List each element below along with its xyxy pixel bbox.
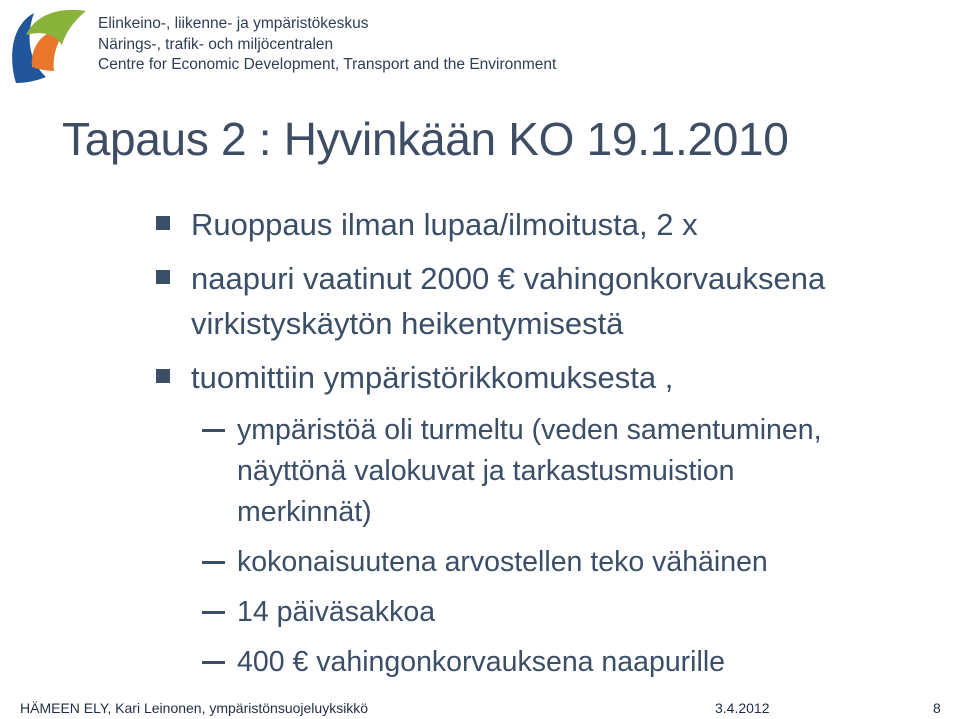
organization-name — [98, 14, 556, 76]
dash-bullet-icon — [202, 611, 225, 614]
dash-bullet-icon — [202, 561, 225, 564]
square-bullet-icon — [156, 369, 170, 383]
page-number: 8 — [933, 700, 941, 716]
subbullet-text: 14 päiväsakkoa — [237, 596, 436, 628]
square-bullet-icon — [156, 270, 170, 284]
slide-title: Tapaus 2 : Hyvinkään KO 19.1.2010 — [62, 113, 789, 165]
bullet-text: virkistyskäytön heikentymisestä — [191, 306, 624, 341]
org-name-finnish: Elinkeino-, liikenne- ja ympäristökeskus — [98, 15, 369, 32]
subbullet-text: kokonaisuutena arvostellen teko vähäinen — [237, 546, 768, 578]
org-name-swedish: Närings-, trafik- och miljöcentralen — [98, 35, 334, 53]
dash-bullet-icon — [202, 429, 225, 432]
bullet-text: tuomittiin ympäristörikkomuksesta , — [191, 360, 674, 395]
ely-logo-icon — [6, 5, 88, 87]
bullet-text: Ruoppaus ilman lupaa/ilmoitusta, 2 x — [191, 207, 698, 242]
subbullet-text: näyttönä valokuvat ja tarkastusmuistion — [237, 455, 735, 487]
footer-author: HÄMEEN ELY, Kari Leinonen, ympäristönsuojeluyksikkö — [20, 700, 369, 716]
subbullet-text: ympäristöä oli turmeltu (veden samentuminen, — [237, 414, 822, 446]
org-name-english: Centre for Economic Development, Transport and the Environment — [98, 56, 557, 73]
footer-date: 3.4.2012 — [715, 700, 770, 716]
subbullet-text: 400 € vahingonkorvauksena naapurille — [237, 646, 726, 678]
square-bullet-icon — [156, 216, 170, 230]
bullet-text: naapuri vaatinut 2000 € vahingonkorvauksena — [191, 261, 826, 296]
dash-bullet-icon — [202, 661, 225, 664]
subbullet-text: merkinnät) — [237, 496, 372, 528]
slide-footer — [0, 700, 960, 719]
